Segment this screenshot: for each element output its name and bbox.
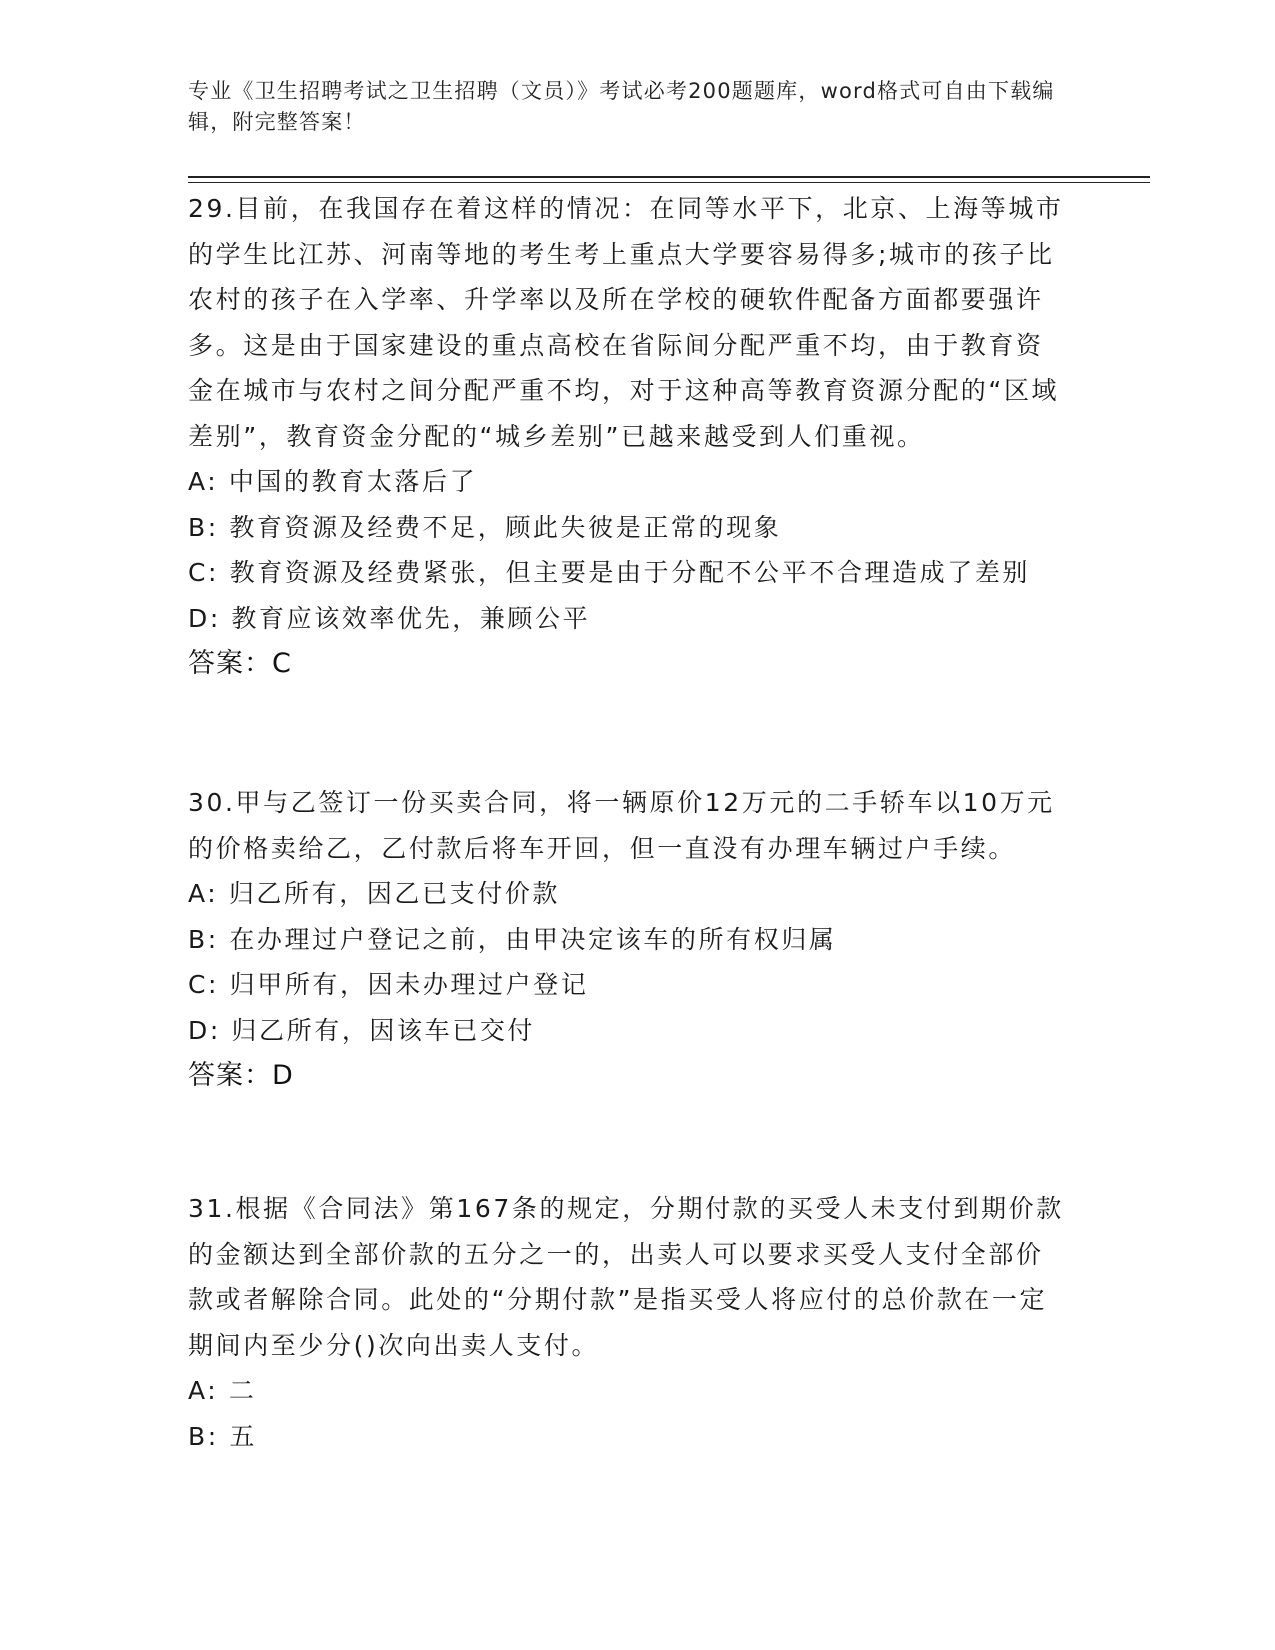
option-c: C: 教育资源及经费紧张，但主要是由于分配不公平不合理造成了差别 [188, 558, 1031, 587]
question-30 [188, 780, 1068, 1099]
answer-line: 答案：C [188, 648, 292, 679]
answer-line: 答案：D [188, 1060, 294, 1091]
option-b: B: 在办理过户登记之前，由甲决定该车的所有权归属 [188, 924, 837, 954]
option-a: A: 二 [188, 1376, 257, 1405]
option-b: B: 五 [188, 1421, 257, 1451]
question-stem: 29.目前，在我国存在着这样的情况：在同等水平下，北京、上海等城市的学生比江苏、河南等地的考生考上重点大学要容易得多;城市的孩子比农村的孩子在入学率、升学率以及所在学校的硬软件配备方面都要强许多。这是由于国家建设的重点高校在省际间分配严重不均，由于教育资金在城市与农村之间分配严重不均，对于这种高等教育资源分配的“区域差别”，教育资金分配的“城乡差别”已越来越受到人们重视。 [188, 194, 1064, 451]
question-29 [188, 186, 1068, 687]
question-stem: 30.甲与乙签订一份买卖合同，将一辆原价12万元的二手轿车以10万元的价格卖给乙，乙付款后将车开回，但一直没有办理车辆过户手续。 [188, 788, 1055, 863]
option-a: A: 归乙所有，因乙已支付价款 [188, 879, 561, 908]
option-d: D: 教育应该效率优先，兼顾公平 [188, 603, 591, 633]
question-31 [188, 1186, 1068, 1459]
question-stem: 31.根据《合同法》第167条的规定，分期付款的买受人未支付到期价款的金额达到全部价款的五分之一的，出卖人可以要求买受人支付全部价款或者解除合同。此处的“分期付款”是指买受人将应付的总价款在一定期间内至少分()次向出卖人支付。 [188, 1194, 1064, 1360]
page-header: 专业《卫生招聘考试之卫生招聘（文员）》考试必考200题题库，word格式可自由下载编辑，附完整答案！ [188, 79, 1055, 134]
option-c: C: 归甲所有，因未办理过户登记 [188, 970, 589, 999]
option-d: D: 归乙所有，因该车已交付 [188, 1015, 536, 1045]
header-divider-thick [188, 176, 1150, 178]
option-b: B: 教育资源及经费不足，顾此失彼是正常的现象 [188, 512, 782, 542]
header-divider-thin [188, 182, 1150, 183]
option-a: A: 中国的教育太落后了 [188, 467, 478, 496]
